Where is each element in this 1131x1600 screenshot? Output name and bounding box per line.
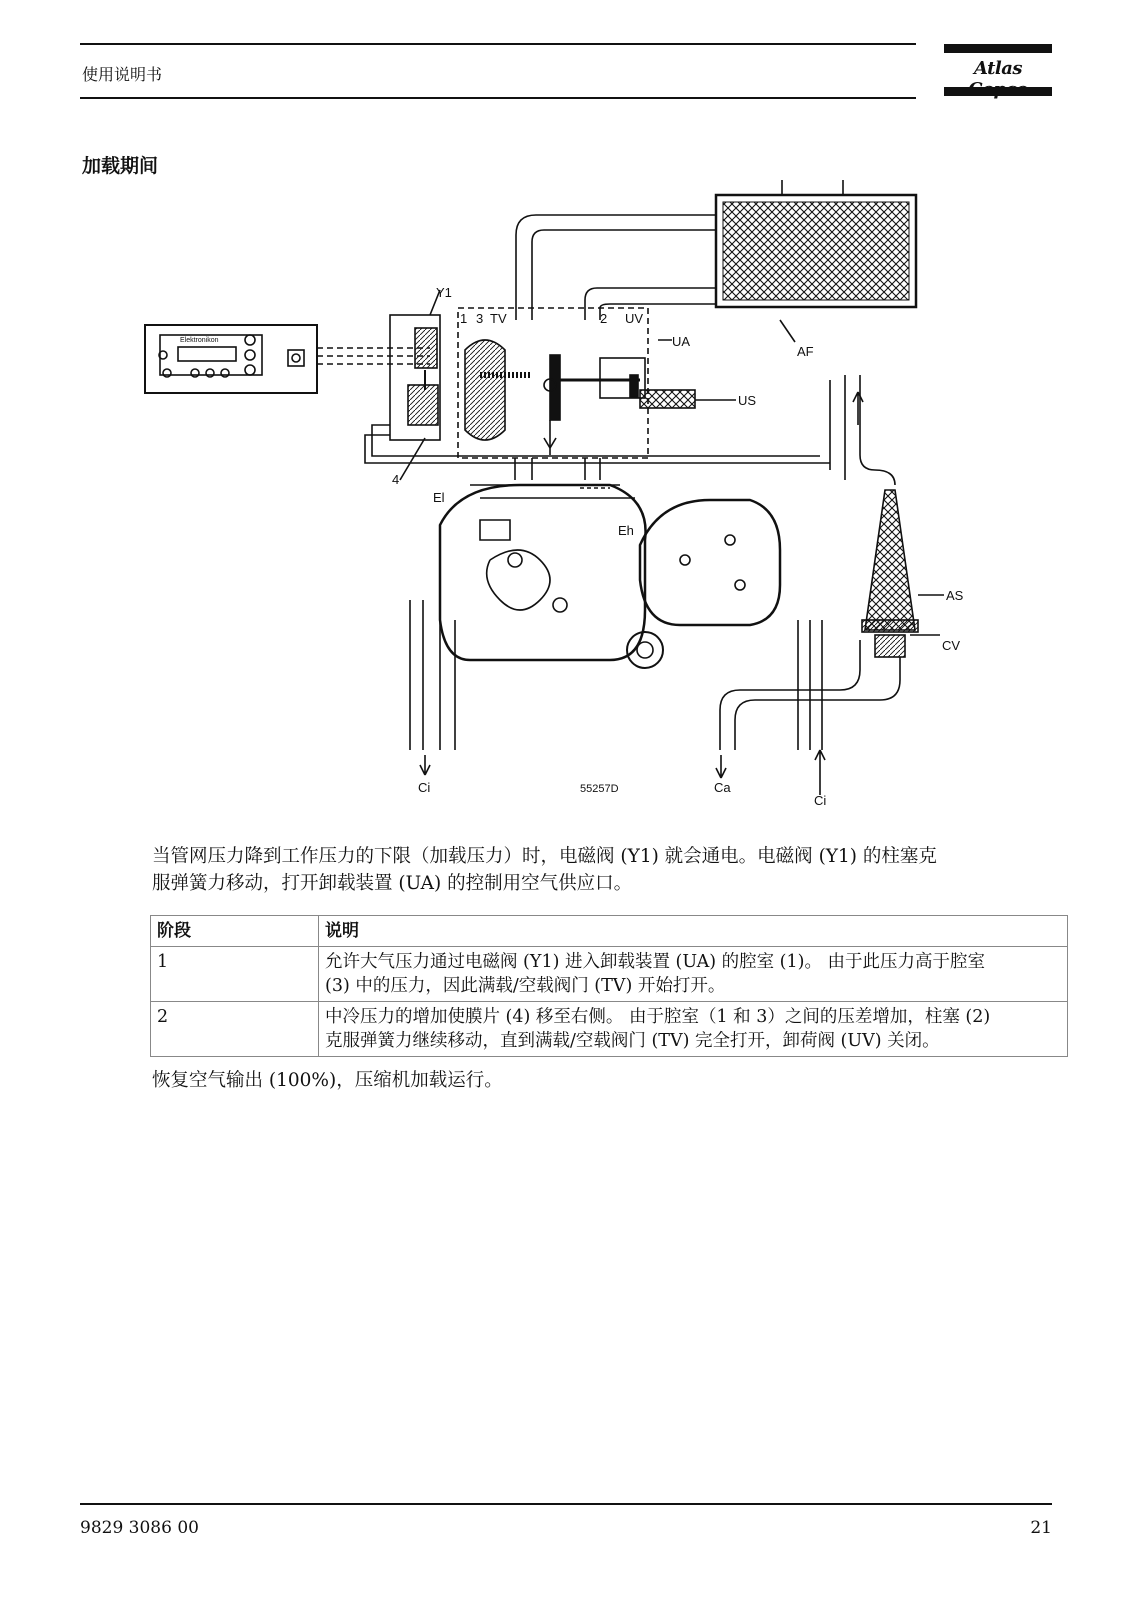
description-cell xyxy=(319,947,1068,1002)
intro-paragraph xyxy=(152,843,1062,897)
intro-line-2: 服弹簧力移动，打开卸载装置 (UA) 的控制用空气供应口。 xyxy=(152,873,633,894)
label-cv: CV xyxy=(942,638,961,653)
header-bottom-rule xyxy=(80,97,916,99)
unloader-assembly xyxy=(458,308,695,458)
label-uv: UV xyxy=(625,311,644,326)
label-4: 4 xyxy=(392,472,400,487)
label-3: 3 xyxy=(476,311,484,326)
section-title: 加载期间 xyxy=(82,155,159,177)
document-number: 9829 3086 00 xyxy=(80,1518,199,1538)
header-top-rule xyxy=(80,43,916,45)
description-line: 克服弹簧力继续移动，直到满载/空载阀门 (TV) 完全打开，卸荷阀 (UV) 关闭。 xyxy=(325,1031,940,1051)
label-ua: UA xyxy=(672,334,691,349)
page-number: 21 xyxy=(1030,1518,1052,1538)
label-controller: Elektronikon xyxy=(180,337,219,344)
table-row xyxy=(151,947,1068,1002)
description-line: 允许大气压力通过电磁阀 (Y1) 进入卸载装置 (UA) 的腔室 (1)。 由于此压力高于腔室 xyxy=(325,952,986,972)
column-header-stage: 阶段 xyxy=(151,916,319,947)
label-tv: TV xyxy=(490,311,507,326)
intro-line-1: 当管网压力降到工作压力的下限（加载压力）时，电磁阀 (Y1) 就会通电。电磁阀 (Y1) 的柱塞克 xyxy=(152,846,937,867)
drive-gear xyxy=(627,632,663,668)
column-header-description: 说明 xyxy=(319,916,1068,947)
label-ci-right: Ci xyxy=(814,793,827,808)
description-line: 中冷压力的增加使膜片 (4) 移至右侧。 由于腔室（1 和 3）之间的压差增加，柱塞 (2) xyxy=(325,1007,991,1027)
table-row xyxy=(151,1002,1068,1057)
label-el: El xyxy=(433,490,445,505)
description-line: (3) 中的压力，因此满载/空载阀门 (TV) 开始打开。 xyxy=(325,976,726,996)
stages-table xyxy=(150,915,1068,1057)
control-lines xyxy=(317,348,430,364)
table-header-row xyxy=(151,916,1068,947)
elektronikon-controller xyxy=(145,325,317,393)
label-eh: Eh xyxy=(618,523,634,538)
document-title: 使用说明书 xyxy=(82,65,163,84)
compressor-loading-diagram xyxy=(140,180,1000,825)
label-y1: Y1 xyxy=(436,285,452,300)
air-filter xyxy=(716,180,916,307)
label-2: 2 xyxy=(600,311,608,326)
label-as: AS xyxy=(946,588,964,603)
label-ci-left: Ci xyxy=(418,780,431,795)
closing-paragraph: 恢复空气输出 (100%)，压缩机加载运行。 xyxy=(152,1070,503,1091)
label-figure-id: 55257D xyxy=(580,783,619,795)
stage-cell: 1 xyxy=(151,947,319,1002)
solenoid-valve-y1 xyxy=(390,315,440,440)
atlas-copco-logo xyxy=(944,44,1052,100)
label-1: 1 xyxy=(460,311,468,326)
footer-rule xyxy=(80,1503,1052,1505)
low-pressure-element xyxy=(440,485,646,660)
label-ca: Ca xyxy=(714,780,731,795)
high-pressure-element xyxy=(640,500,780,625)
label-af: AF xyxy=(797,344,814,359)
air-separator xyxy=(862,490,918,657)
description-cell xyxy=(319,1002,1068,1057)
stage-cell: 2 xyxy=(151,1002,319,1057)
label-us: US xyxy=(738,393,757,408)
logo-text: Atlas xyxy=(973,58,1023,79)
